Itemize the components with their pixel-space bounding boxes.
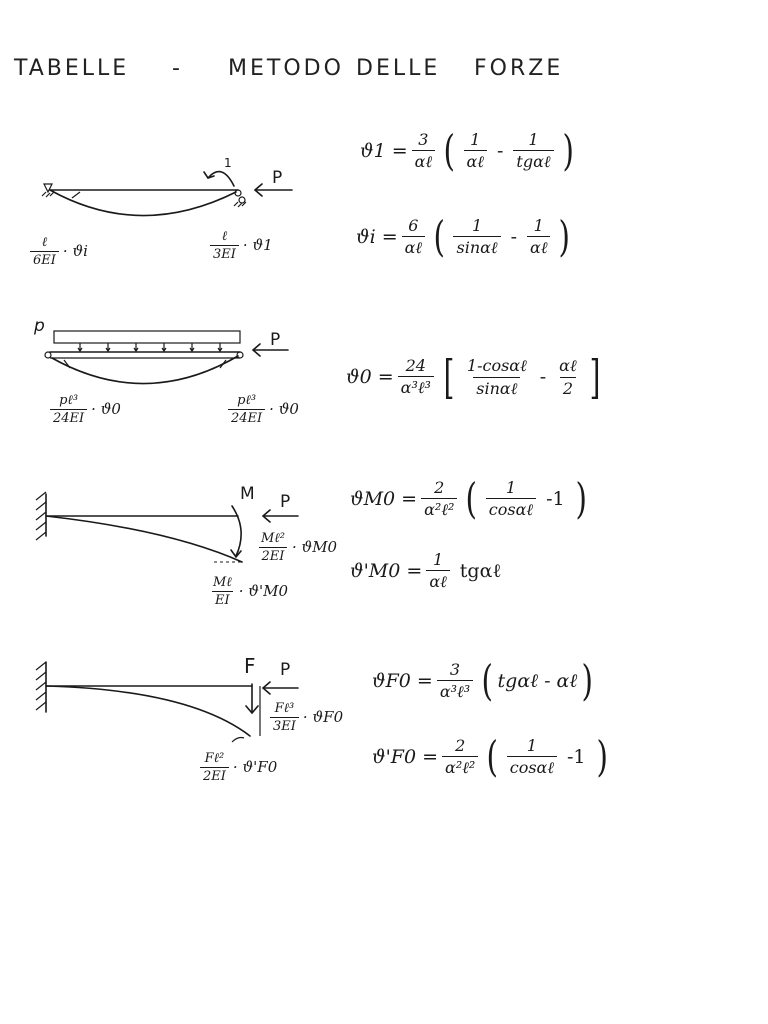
- label-factor: · ϑ0: [91, 400, 121, 418]
- case2-formula-1: ϑ0 = $\frac{24}{\text{α³ℓ³}}$ [ $\frac{\text{1-cosαℓ}}{\text{sinαℓ}}$ - $\frac{\text{αℓ}}{2}$ ]: [346, 350, 601, 404]
- fraction-numerator: 1: [505, 478, 517, 497]
- case3-tip-label: [254, 530, 337, 564]
- case1-rotation-label: 1: [224, 156, 232, 170]
- fraction-numerator: 3: [418, 130, 429, 149]
- fraction-numerator: 1: [432, 550, 444, 569]
- case1-left-label: [26, 234, 88, 268]
- roller-support-icon: [239, 197, 245, 203]
- label-factor: · ϑ0: [269, 400, 299, 418]
- case4-tip-label: [266, 700, 343, 734]
- fraction-numerator: 2: [455, 736, 466, 755]
- fraction-numerator: 2: [434, 478, 445, 497]
- case2-distributed-load-label: p: [34, 316, 45, 336]
- fraction-denominator: α²ℓ²: [442, 756, 478, 778]
- formula-lhs: ϑ1 =: [360, 140, 408, 162]
- fraction-denominator: cosαℓ: [486, 498, 536, 520]
- fraction-numerator: 6: [408, 216, 419, 235]
- case3-formula-2: [350, 550, 508, 592]
- fraction-denominator: α³ℓ³: [437, 680, 473, 702]
- fraction-denominator: α²ℓ²: [421, 498, 457, 520]
- fraction-denominator: 24EI: [50, 409, 87, 426]
- formula-lhs: ϑF0 =: [372, 670, 433, 692]
- case3-rotation-label: [206, 574, 288, 608]
- fraction-numerator: 1-cosαℓ: [466, 355, 527, 375]
- title-dash: -: [172, 56, 183, 81]
- fraction-denominator: 2: [560, 377, 576, 398]
- fraction-denominator: α³ℓ³: [398, 376, 434, 398]
- fraction-numerator: αℓ: [559, 356, 577, 375]
- roller-support-icon: [235, 190, 241, 196]
- fraction-denominator: 6EI: [30, 251, 59, 268]
- case1-formula-1: ϑ1 = $\frac{3}{\text{αℓ}}$ ( $\frac{1}{\text{αℓ}}$ - $\frac{1}{\text{tgαℓ}}$ ): [360, 126, 574, 175]
- fraction-numerator: Fℓ³: [274, 701, 295, 716]
- fraction-denominator: 24EI: [228, 409, 265, 426]
- fraction-numerator: Mℓ²: [261, 531, 285, 546]
- fraction-numerator: pℓ³: [59, 393, 79, 408]
- case3-formula-1: ϑM0 = $\frac{2}{\text{α²ℓ²}}$ ( $\frac{1}{\text{cosαℓ}}$ -1 ): [350, 474, 587, 523]
- rotation-tick: [232, 738, 244, 743]
- case1-right-label: [206, 228, 273, 262]
- wall-hatch: [36, 492, 46, 540]
- case3-moment-label: M: [240, 484, 255, 504]
- fraction-denominator: 3EI: [210, 245, 239, 262]
- operator: -: [510, 226, 518, 248]
- label-factor: · ϑ'M0: [238, 582, 289, 600]
- fraction-denominator: cosαℓ: [507, 756, 557, 778]
- fraction-denominator: 2EI: [259, 547, 288, 564]
- formula-tail: -1: [546, 488, 565, 510]
- fraction-numerator: 3: [449, 660, 461, 679]
- deflected-shape: [46, 686, 250, 736]
- formula-lhs: ϑM0 =: [350, 488, 418, 510]
- distributed-load-block: [54, 331, 240, 343]
- fraction-numerator: 1: [526, 736, 537, 755]
- fraction-numerator: ℓ: [41, 235, 48, 250]
- fraction-denominator: 2EI: [200, 767, 229, 784]
- end-moment-arc: [232, 506, 241, 556]
- fraction-denominator: αℓ: [412, 150, 435, 172]
- fraction-denominator: sinαℓ: [453, 236, 500, 258]
- fraction-numerator: 1: [533, 216, 544, 235]
- case2-right-label: [224, 392, 299, 426]
- label-factor: · ϑ1: [242, 236, 273, 254]
- fraction-numerator: pℓ³: [237, 393, 257, 408]
- fraction-numerator: 1: [528, 130, 539, 149]
- fraction-numerator: 1: [471, 216, 483, 235]
- case4-beam-sketch: [36, 662, 298, 742]
- title-word: METODO: [228, 56, 344, 81]
- formula-tail: -1: [567, 746, 586, 768]
- case2-left-label: [46, 392, 121, 426]
- deflected-shape: [46, 516, 242, 562]
- deflected-shape: [52, 356, 238, 384]
- formula-lhs: ϑ0 =: [346, 366, 394, 388]
- case1-load-label: P: [272, 168, 283, 188]
- rotation-ticks: [64, 360, 226, 368]
- operator: -: [539, 366, 547, 388]
- fraction-numerator: Fℓ²: [204, 751, 225, 766]
- formula-lhs: ϑi =: [356, 226, 398, 248]
- label-factor: · ϑi: [62, 242, 88, 260]
- case2-axial-load-label: P: [270, 330, 281, 350]
- label-factor: · ϑM0: [291, 538, 338, 556]
- fraction-denominator: tgαℓ: [513, 150, 553, 172]
- label-factor: · ϑF0: [302, 708, 344, 726]
- case1-beam-sketch: [42, 172, 292, 216]
- fraction-denominator: αℓ: [426, 570, 449, 592]
- fraction-denominator: αℓ: [402, 236, 425, 258]
- formula-tail: tgαℓ: [459, 559, 502, 582]
- title-word: TABELLE: [14, 56, 130, 81]
- formula-lhs: ϑ'M0 =: [350, 560, 423, 582]
- rotation-tick: [72, 192, 80, 198]
- case4-formula-2: ϑ'F0 = $\frac{2}{\text{α²ℓ²}}$ ( $\frac{1}{\text{cosαℓ}}$ -1 ): [372, 732, 608, 781]
- formula-body: tgαℓ - αℓ: [497, 669, 578, 692]
- arrow-head-icon: [231, 550, 241, 557]
- title-word: FORZE: [474, 56, 564, 81]
- label-factor: · ϑ'F0: [232, 758, 278, 776]
- fraction-denominator: sinαℓ: [473, 377, 520, 399]
- load-arrows: [78, 343, 222, 351]
- title-word: DELLE: [356, 56, 441, 81]
- fraction-numerator: 1: [470, 130, 481, 149]
- pin-support-icon: [45, 352, 51, 358]
- operator: -: [496, 140, 504, 162]
- fraction-denominator: αℓ: [527, 236, 550, 258]
- fraction-denominator: EI: [212, 591, 233, 608]
- end-moment-arc: [208, 172, 234, 186]
- wall-hatch: [36, 662, 46, 710]
- fraction-numerator: ℓ: [221, 229, 228, 244]
- case4-formula-1: ϑF0 = $\frac{3}{\text{α³ℓ³}}$ ( tgαℓ - αℓ ): [372, 656, 594, 705]
- roller-support-icon: [237, 352, 243, 358]
- case4-axial-load-label: P: [280, 660, 291, 680]
- fraction-denominator: 3EI: [270, 717, 299, 734]
- formula-lhs: ϑ'F0 =: [372, 746, 439, 768]
- case3-axial-load-label: P: [280, 492, 291, 512]
- case4-force-label: F: [244, 654, 256, 678]
- case1-formula-2: ϑi = $\frac{6}{\text{αℓ}}$ ( $\frac{1}{\text{sinαℓ}}$ - $\frac{1}{\text{αℓ}}$ ): [356, 212, 571, 261]
- fraction-numerator: 24: [405, 356, 426, 375]
- case4-rotation-label: [196, 750, 277, 784]
- fraction-numerator: Mℓ: [213, 575, 232, 590]
- case2-beam-sketch: [45, 331, 288, 384]
- fraction-denominator: αℓ: [464, 150, 487, 172]
